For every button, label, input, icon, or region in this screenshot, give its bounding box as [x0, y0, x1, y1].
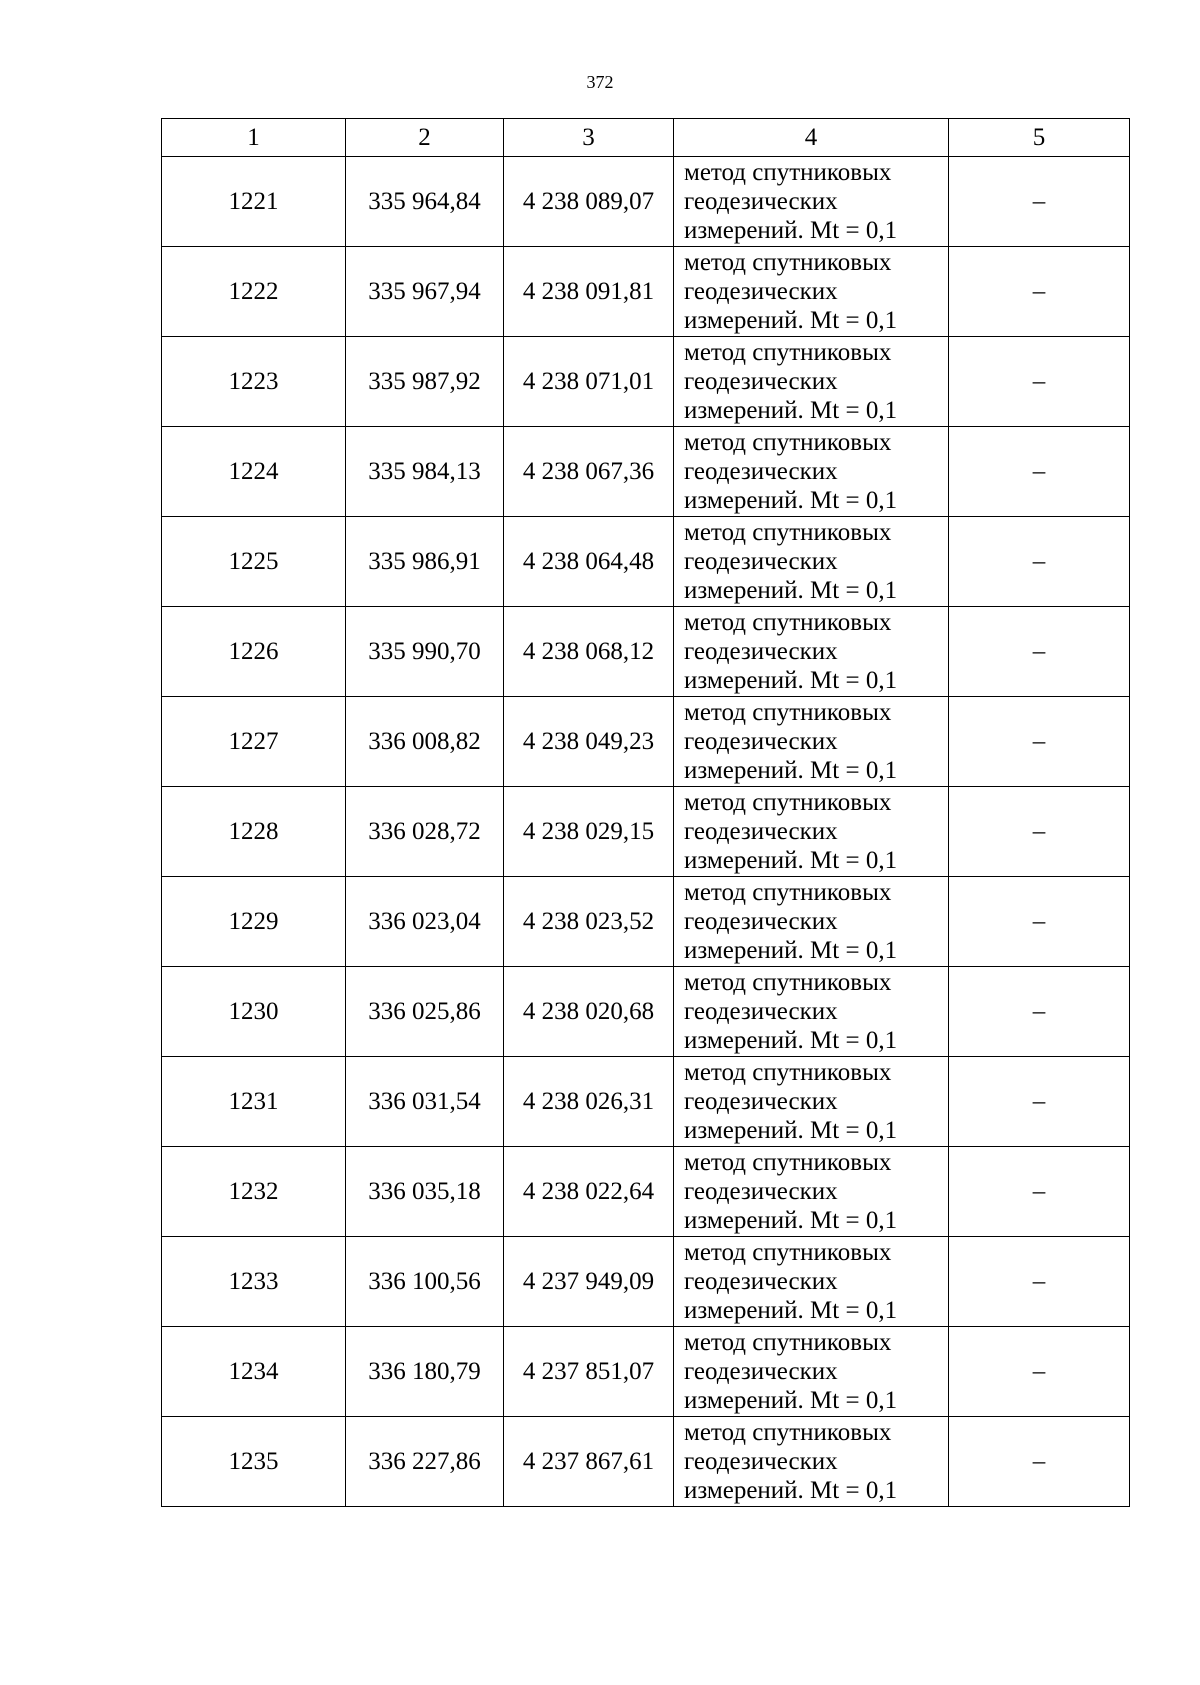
note-cell: – [949, 787, 1130, 877]
y-coordinate-cell: 4 238 029,15 [504, 787, 674, 877]
y-coordinate-cell: 4 238 064,48 [504, 517, 674, 607]
method-cell [674, 1057, 949, 1147]
method-line: метод спутниковых [684, 1149, 892, 1176]
x-coordinate-cell: 335 967,94 [346, 247, 504, 337]
note-cell: – [949, 1417, 1130, 1507]
header-col-2: 2 [346, 119, 504, 157]
method-line: измерений. Mt = 0,1 [684, 757, 898, 784]
point-number-cell: 1231 [162, 1057, 346, 1147]
point-number-cell: 1227 [162, 697, 346, 787]
method-line: метод спутниковых [684, 1239, 892, 1266]
y-coordinate-cell: 4 238 022,64 [504, 1147, 674, 1237]
point-number-cell: 1222 [162, 247, 346, 337]
table-row [162, 517, 1130, 607]
method-line: метод спутниковых [684, 699, 892, 726]
table-row [162, 1327, 1130, 1417]
method-cell [674, 1237, 949, 1327]
header-col-1: 1 [162, 119, 346, 157]
header-col-3: 3 [504, 119, 674, 157]
method-line: метод спутниковых [684, 1059, 892, 1086]
note-cell: – [949, 607, 1130, 697]
table-row [162, 337, 1130, 427]
method-cell [674, 607, 949, 697]
method-cell [674, 1327, 949, 1417]
table-row [162, 1237, 1130, 1327]
x-coordinate-cell: 336 031,54 [346, 1057, 504, 1147]
x-coordinate-cell: 335 986,91 [346, 517, 504, 607]
method-line: измерений. Mt = 0,1 [684, 1117, 898, 1144]
x-coordinate-cell: 335 990,70 [346, 607, 504, 697]
method-line: геодезических [684, 818, 838, 845]
method-cell [674, 967, 949, 1057]
y-coordinate-cell: 4 238 026,31 [504, 1057, 674, 1147]
method-line: измерений. Mt = 0,1 [684, 1387, 898, 1414]
y-coordinate-cell: 4 238 089,07 [504, 157, 674, 247]
method-line: метод спутниковых [684, 249, 892, 276]
point-number-cell: 1225 [162, 517, 346, 607]
method-cell [674, 1417, 949, 1507]
point-number-cell: 1235 [162, 1417, 346, 1507]
point-number-cell: 1230 [162, 967, 346, 1057]
method-cell [674, 1147, 949, 1237]
method-line: геодезических [684, 998, 838, 1025]
method-line: метод спутниковых [684, 339, 892, 366]
point-number-cell: 1221 [162, 157, 346, 247]
note-cell: – [949, 1057, 1130, 1147]
x-coordinate-cell: 336 028,72 [346, 787, 504, 877]
method-line: метод спутниковых [684, 609, 892, 636]
table-row [162, 607, 1130, 697]
table-body [162, 157, 1130, 1507]
method-line: измерений. Mt = 0,1 [684, 1477, 898, 1504]
method-line: метод спутниковых [684, 429, 892, 456]
x-coordinate-cell: 335 987,92 [346, 337, 504, 427]
method-line: метод спутниковых [684, 969, 892, 996]
table-row [162, 697, 1130, 787]
method-line: измерений. Mt = 0,1 [684, 937, 898, 964]
method-line: геодезических [684, 1178, 838, 1205]
x-coordinate-cell: 336 008,82 [346, 697, 504, 787]
x-coordinate-cell: 335 984,13 [346, 427, 504, 517]
x-coordinate-cell: 336 227,86 [346, 1417, 504, 1507]
point-number-cell: 1232 [162, 1147, 346, 1237]
x-coordinate-cell: 336 100,56 [346, 1237, 504, 1327]
x-coordinate-cell: 336 180,79 [346, 1327, 504, 1417]
x-coordinate-cell: 336 023,04 [346, 877, 504, 967]
method-line: метод спутниковых [684, 519, 892, 546]
method-line: геодезических [684, 728, 838, 755]
method-line: геодезических [684, 548, 838, 575]
header-col-4: 4 [674, 119, 949, 157]
method-line: геодезических [684, 1268, 838, 1295]
y-coordinate-cell: 4 238 049,23 [504, 697, 674, 787]
method-cell [674, 697, 949, 787]
method-line: геодезических [684, 458, 838, 485]
note-cell: – [949, 967, 1130, 1057]
page-number: 372 [586, 72, 614, 92]
note-cell: – [949, 247, 1130, 337]
note-cell: – [949, 877, 1130, 967]
table-row [162, 787, 1130, 877]
table-row [162, 247, 1130, 337]
method-line: измерений. Mt = 0,1 [684, 487, 898, 514]
y-coordinate-cell: 4 238 067,36 [504, 427, 674, 517]
method-line: метод спутниковых [684, 789, 892, 816]
point-number-cell: 1226 [162, 607, 346, 697]
method-cell [674, 517, 949, 607]
method-cell [674, 877, 949, 967]
method-line: измерений. Mt = 0,1 [684, 217, 898, 244]
x-coordinate-cell: 335 964,84 [346, 157, 504, 247]
method-line: геодезических [684, 1448, 838, 1475]
method-line: измерений. Mt = 0,1 [684, 307, 898, 334]
table-row [162, 427, 1130, 517]
method-line: метод спутниковых [684, 1419, 892, 1446]
method-line: измерений. Mt = 0,1 [684, 1297, 898, 1324]
note-cell: – [949, 337, 1130, 427]
y-coordinate-cell: 4 238 023,52 [504, 877, 674, 967]
method-cell [674, 247, 949, 337]
table-header-row [162, 119, 1130, 157]
table-row [162, 1147, 1130, 1237]
table-row [162, 157, 1130, 247]
method-line: измерений. Mt = 0,1 [684, 577, 898, 604]
y-coordinate-cell: 4 237 949,09 [504, 1237, 674, 1327]
method-line: геодезических [684, 1088, 838, 1115]
method-cell [674, 157, 949, 247]
coordinates-table [161, 118, 1130, 1507]
table-row [162, 1057, 1130, 1147]
y-coordinate-cell: 4 238 068,12 [504, 607, 674, 697]
point-number-cell: 1223 [162, 337, 346, 427]
x-coordinate-cell: 336 035,18 [346, 1147, 504, 1237]
method-line: геодезических [684, 908, 838, 935]
point-number-cell: 1234 [162, 1327, 346, 1417]
note-cell: – [949, 1327, 1130, 1417]
method-line: геодезических [684, 1358, 838, 1385]
header-col-5: 5 [949, 119, 1130, 157]
method-line: измерений. Mt = 0,1 [684, 397, 898, 424]
x-coordinate-cell: 336 025,86 [346, 967, 504, 1057]
y-coordinate-cell: 4 237 851,07 [504, 1327, 674, 1417]
y-coordinate-cell: 4 238 091,81 [504, 247, 674, 337]
method-line: измерений. Mt = 0,1 [684, 667, 898, 694]
note-cell: – [949, 517, 1130, 607]
method-line: геодезических [684, 188, 838, 215]
method-line: измерений. Mt = 0,1 [684, 1027, 898, 1054]
point-number-cell: 1224 [162, 427, 346, 517]
note-cell: – [949, 1147, 1130, 1237]
note-cell: – [949, 697, 1130, 787]
method-cell [674, 427, 949, 517]
table-row [162, 1417, 1130, 1507]
method-line: метод спутниковых [684, 1329, 892, 1356]
note-cell: – [949, 1237, 1130, 1327]
method-line: геодезических [684, 638, 838, 665]
point-number-cell: 1229 [162, 877, 346, 967]
note-cell: – [949, 427, 1130, 517]
y-coordinate-cell: 4 237 867,61 [504, 1417, 674, 1507]
method-cell [674, 337, 949, 427]
table-row [162, 967, 1130, 1057]
table-row [162, 877, 1130, 967]
method-line: метод спутниковых [684, 879, 892, 906]
method-line: геодезических [684, 368, 838, 395]
y-coordinate-cell: 4 238 071,01 [504, 337, 674, 427]
point-number-cell: 1228 [162, 787, 346, 877]
note-cell: – [949, 157, 1130, 247]
method-line: геодезических [684, 278, 838, 305]
method-line: метод спутниковых [684, 159, 892, 186]
method-cell [674, 787, 949, 877]
method-line: измерений. Mt = 0,1 [684, 1207, 898, 1234]
y-coordinate-cell: 4 238 020,68 [504, 967, 674, 1057]
point-number-cell: 1233 [162, 1237, 346, 1327]
method-line: измерений. Mt = 0,1 [684, 847, 898, 874]
